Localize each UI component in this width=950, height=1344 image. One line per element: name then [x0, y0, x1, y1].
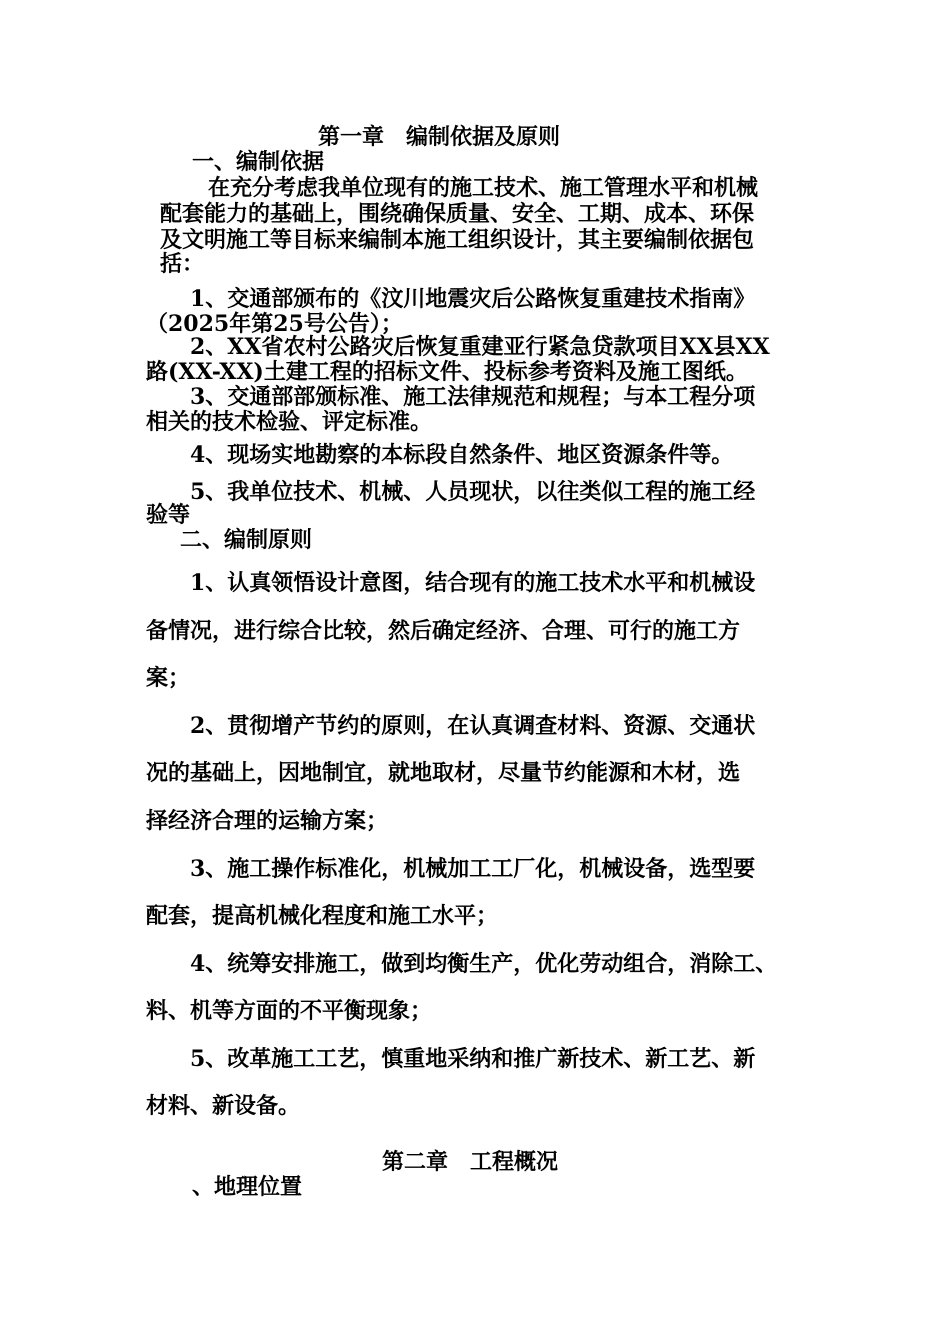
chapter2-title: 第二章 工程概况: [382, 1149, 559, 1175]
basis-item-4-line-1: 4、现场实地勘察的本标段自然条件、地区资源条件等。: [190, 442, 734, 468]
principle-item-1-line-3: 案；: [146, 665, 191, 691]
basis-item-1-line-1: 1、交通部颁布的《汶川地震灾后公路恢复重建技术指南》: [190, 286, 756, 312]
intro-line-3: 及文明施工等目标来编制本施工组织设计，其主要编制依据包: [160, 227, 755, 253]
intro-line-4: 括：: [160, 251, 205, 277]
chapter1-title: 第一章 编制依据及原则: [318, 124, 561, 150]
section2-heading: 二、编制原则: [180, 527, 313, 553]
intro-line-1: 在充分考虑我单位现有的施工技术、施工管理水平和机械: [208, 175, 759, 201]
principle-item-3-line-1: 3、施工操作标准化，机械加工工厂化，机械设备，选型要: [190, 856, 756, 882]
basis-item-3-line-1: 3、交通部部颁标准、施工法律规范和规程；与本工程分项: [190, 384, 756, 410]
principle-item-1-line-2: 备情况，进行综合比较，然后确定经济、合理、可行的施工方: [146, 618, 741, 644]
principle-item-2-line-3: 择经济合理的运输方案；: [146, 808, 389, 834]
intro-line-2: 配套能力的基础上，围绕确保质量、安全、工期、成本、环保: [160, 201, 755, 227]
principle-item-4-line-1: 4、统筹安排施工，做到均衡生产，优化劳动组合，消除工、: [190, 951, 778, 977]
principle-item-1-line-1: 1、认真领悟设计意图，结合现有的施工技术水平和机械设: [190, 570, 756, 596]
section1-heading: 一、编制依据: [192, 149, 325, 175]
principle-item-2-line-1: 2、贯彻增产节约的原则，在认真调查材料、资源、交通状: [190, 713, 756, 739]
principle-item-5-line-2: 材料、新设备。: [146, 1093, 301, 1119]
basis-item-1-line-2: （2025年第25号公告）；: [146, 311, 403, 337]
basis-item-2-line-1: 2、XX省农村公路灾后恢复重建亚行紧急贷款项目XX县XX: [190, 334, 770, 360]
basis-item-5-line-2: 验等: [146, 502, 191, 528]
basis-item-2-line-2: 路(XX-XX)土建工程的招标文件、投标参考资料及施工图纸。: [146, 359, 748, 385]
chapter2-section1-heading: 、地理位置: [192, 1174, 303, 1200]
basis-item-5-line-1: 5、我单位技术、机械、人员现状，以往类似工程的施工经: [190, 479, 756, 505]
principle-item-4-line-2: 料、机等方面的不平衡现象；: [146, 998, 433, 1024]
basis-item-3-line-2: 相关的技术检验、评定标准。: [146, 409, 433, 435]
principle-item-3-line-2: 配套，提高机械化程度和施工水平；: [146, 903, 499, 929]
principle-item-2-line-2: 况的基础上，因地制宜，就地取材，尽量节约能源和木材，选: [146, 760, 741, 786]
principle-item-5-line-1: 5、改革施工工艺，慎重地采纳和推广新技术、新工艺、新: [190, 1046, 756, 1072]
